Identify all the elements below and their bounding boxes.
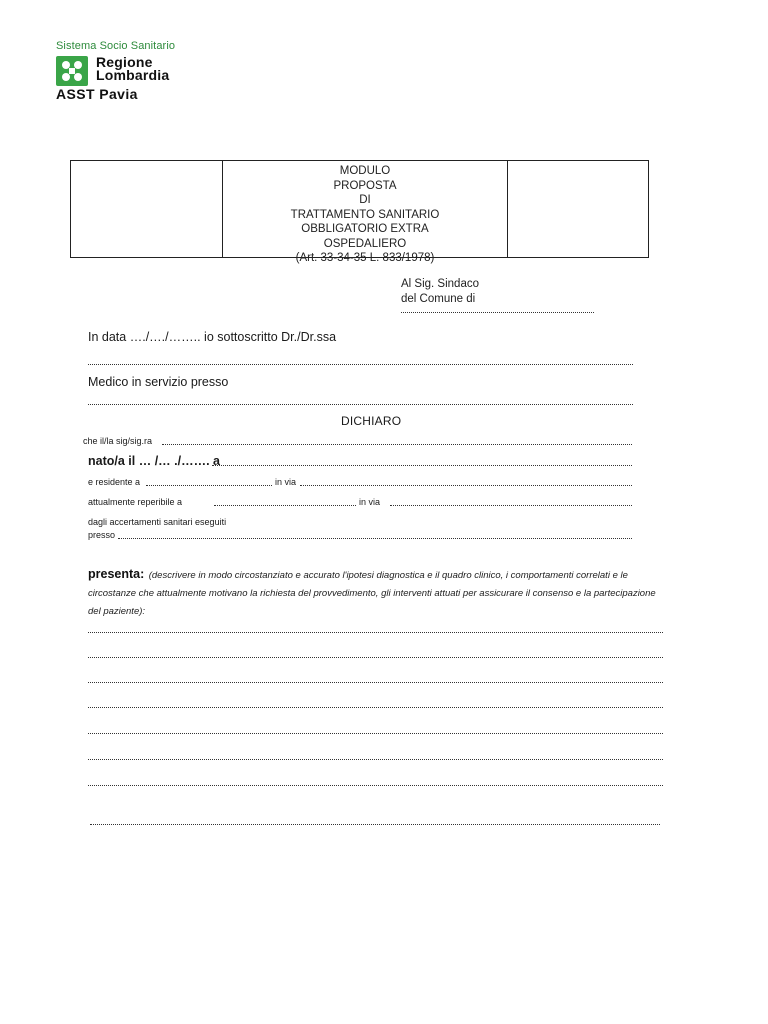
- birth-label: nato/a il: [88, 454, 136, 468]
- title-line: DI: [359, 194, 371, 206]
- presenta-block: [88, 565, 668, 619]
- title-table-center-cell: [223, 161, 508, 264]
- title-line: MODULO: [339, 165, 391, 177]
- patient-label: che il/la sig/sig.ra: [83, 436, 153, 446]
- region-line-2: Lombardia: [96, 67, 170, 83]
- asst-label: ASST Pavia: [56, 86, 138, 102]
- date-field[interactable]: …./…./……..: [129, 330, 201, 344]
- presso-field[interactable]: [118, 538, 632, 539]
- reachable-street-field[interactable]: [390, 505, 632, 506]
- doctor-name-field[interactable]: [88, 364, 633, 365]
- description-line[interactable]: [88, 759, 663, 760]
- region-name: [96, 56, 169, 82]
- title-table-left-cell: [71, 161, 223, 257]
- description-line[interactable]: [88, 707, 663, 708]
- recipient-block: [401, 277, 479, 307]
- regione-lombardia-logo-icon: [56, 56, 88, 86]
- accertamenti-label: dagli accertamenti sanitari eseguiti: [88, 517, 227, 527]
- residence-label: e residente a: [88, 477, 141, 487]
- dichiaro-heading: DICHIARO: [341, 414, 402, 428]
- reachable-street-label: in via: [359, 497, 381, 507]
- birth-place-field[interactable]: [212, 465, 632, 466]
- description-line[interactable]: [90, 824, 660, 825]
- description-line[interactable]: [88, 657, 663, 658]
- date-line: [88, 330, 336, 344]
- description-line[interactable]: [88, 785, 663, 786]
- reachable-label: attualmente reperibile a: [88, 497, 183, 507]
- title-table-right-cell: [508, 161, 648, 257]
- medico-label: Medico in servizio presso: [88, 375, 229, 389]
- system-label: Sistema Socio Sanitario: [56, 40, 176, 52]
- recipient-line-1: Al Sig. Sindaco: [401, 278, 479, 290]
- comune-field[interactable]: [401, 312, 594, 313]
- title-line: PROPOSTA: [333, 179, 397, 192]
- medico-field[interactable]: [88, 404, 633, 405]
- region-line-1: Regione: [96, 54, 153, 70]
- description-line[interactable]: [88, 632, 663, 633]
- presenta-label: presenta:: [88, 567, 145, 581]
- birth-place-label: a: [213, 454, 220, 468]
- birth-line: [88, 454, 220, 468]
- reachable-city-field[interactable]: [214, 505, 356, 506]
- title-line: OBBLIGATORIO EXTRA: [301, 223, 429, 235]
- date-prefix: In data: [88, 330, 127, 344]
- title-line: (Art. 33-34-35 L. 833/1978): [295, 252, 435, 264]
- presenta-description: (descrivere in modo circostanziato e accurato l'ipotesi diagnostica e il quadro clinico, i comportamenti correlati e le circostanze che attualmente motivano la richiesta del provvedimento, gli interventi attuati per assicurare il consenso e la partecipazione del paziente):: [88, 570, 656, 617]
- residence-street-label: in via: [275, 477, 297, 487]
- signer-label: io sottoscritto Dr./Dr.ssa: [204, 330, 337, 344]
- birth-date-field[interactable]: … /… ./…….: [138, 454, 210, 468]
- residence-city-field[interactable]: [146, 485, 272, 486]
- title-line: OSPEDALIERO: [323, 237, 407, 250]
- recipient-line-2: del Comune di: [401, 293, 476, 305]
- patient-name-field[interactable]: [162, 444, 632, 445]
- title-line: TRATTAMENTO SANITARIO: [290, 208, 440, 221]
- presso-label: presso: [88, 530, 116, 540]
- title-table: [70, 160, 649, 264]
- description-line[interactable]: [88, 682, 663, 683]
- residence-street-field[interactable]: [300, 485, 632, 486]
- description-line[interactable]: [88, 733, 663, 734]
